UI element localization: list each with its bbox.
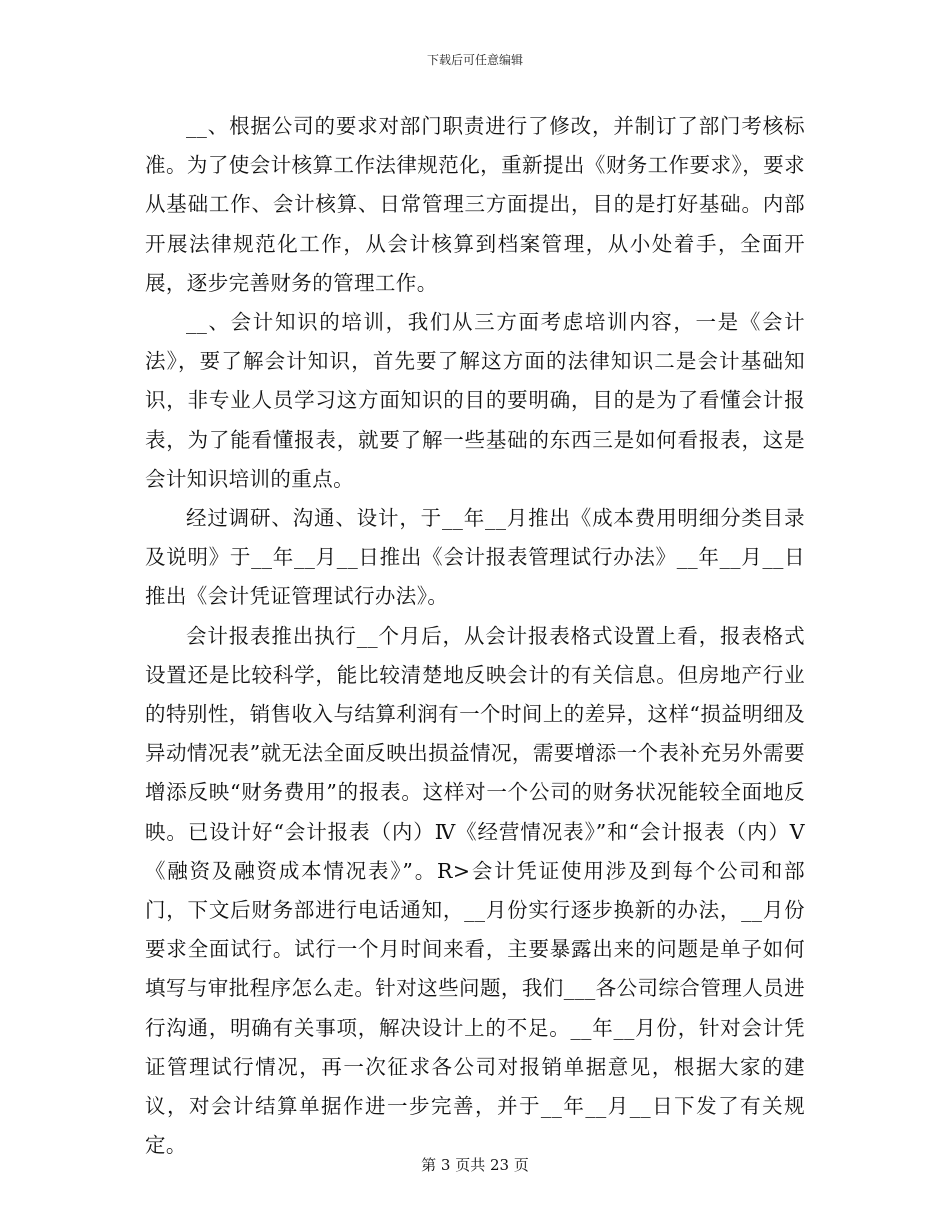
document-body	[145, 107, 805, 1165]
paragraph-2: __、会计知识的培训，我们从三方面考虑培训内容，一是《会计法》，要了解会计知识，首先要了解这方面的法律知识二是会计基础知识，非专业人员学习这方面知识的目的要明确，目的是为了看懂会计报表，为了能看懂报表，就要了解一些基础的东西三是如何看报表，这是会计知识培训的重点。	[145, 310, 805, 491]
page-number: 第 3 页共 23 页	[421, 1156, 529, 1174]
paragraph-3: 经过调研、沟通、设计，于__年__月推出《成本费用明细分类目录及说明》于__年__月__日推出《会计报表管理试行办法》__年__月__日推出《会计凭证管理试行办法》。	[145, 506, 805, 609]
paragraph-1: __、根据公司的要求对部门职责进行了修改，并制订了部门考核标准。为了使会计核算工作法律规范化，重新提出《财务工作要求》，要求从基础工作、会计核算、日常管理三方面提出，目的是打好基础。内部开展法律规范化工作，从会计核算到档案管理，从小处着手，全面开展，逐步完善财务的管理工作。	[145, 114, 805, 295]
paragraph-4: 会计报表推出执行__个月后，从会计报表格式设置上看，报表格式设置还是比较科学，能比较清楚地反映会计的有关信息。但房地产行业的特别性，销售收入与结算利润有一个时间上的差异，这样“损益明细及异动情况表”就无法全面反映出损益情况，需要增添一个表补充另外需要增添反映“财务费用”的报表。这样对一个公司的财务状况能较全面地反映。已设计好“会计报表（内）Ⅳ《经营情况表》”和“会计报表（内）Ⅴ《融资及融资成本情况表》”。R>会计凭证使用涉及到每个公司和部门，下文后财务部进行电话通知，__月份实行逐步换新的办法，__月份要求全面试行。试行一个月时间来看，主要暴露出来的问题是单子如何填写与审批程序怎么走。针对这些问题，我们___各公司综合管理人员进行沟通，明确有关事项，解决设计上的不足。__年__月份，针对会计凭证管理试行情况，再一次征求各公司对报销单据意见，根据大家的建议，对会计结算单据作进一步完善，并于__年__月__日下发了有关规定。	[145, 623, 805, 1158]
page-header: 下载后可任意编辑	[426, 53, 523, 67]
